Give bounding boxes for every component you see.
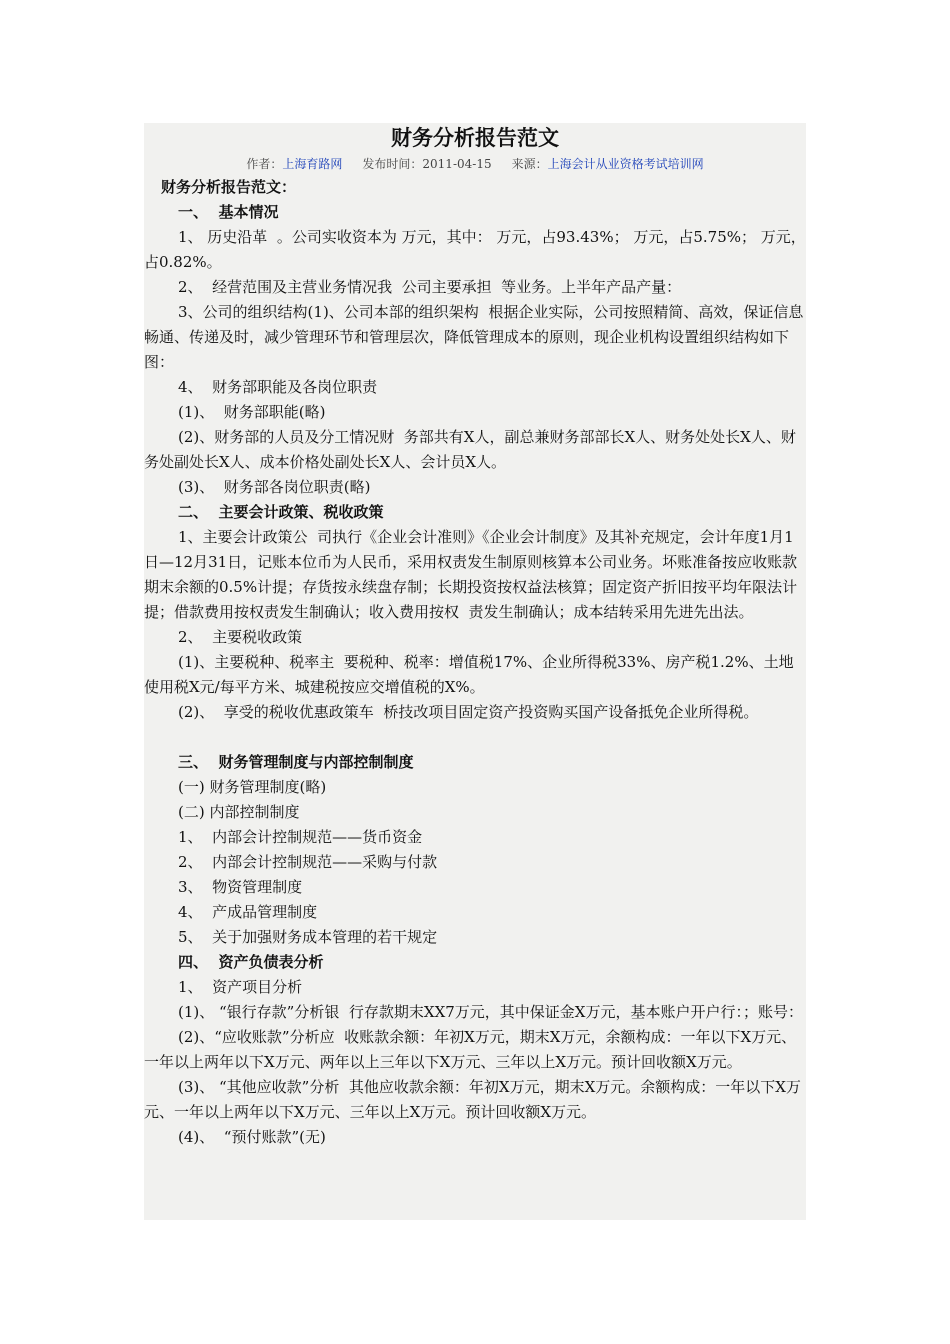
page-title: 财务分析报告范文 (391, 125, 559, 150)
paragraph: 2、 经营范围及主营业务情况我 公司主要承担 等业务。上半年产品产量： (178, 278, 682, 296)
section-heading-4: 四、 资产负债表分析 (178, 953, 324, 971)
paragraph: 2、 主要税收政策 (178, 628, 303, 646)
list-item: 2、 内部会计控制规范——采购与付款 (178, 853, 438, 871)
paragraph: (2)、 享受的税收优惠政策车 桥技改项目固定资产投资购买国产设备抵免企业所得税。 (178, 703, 759, 721)
paragraph: (二) 内部控制制度 (178, 803, 300, 821)
list-item: 4、 产成品管理制度 (178, 903, 318, 921)
author-link[interactable]: 上海育路网 (282, 157, 343, 171)
paragraph: (1)、 财务部职能(略) (178, 403, 326, 421)
document-page (144, 123, 806, 1220)
list-item: 1、 内部会计控制规范——货币资金 (178, 828, 423, 846)
section-heading-1: 一、 基本情况 (178, 203, 279, 221)
article-meta (144, 153, 806, 175)
paragraph: (3)、 财务部各岗位职责(略) (178, 478, 371, 496)
paragraph: (2)、财务部的人员及分工情况财 务部共有X人，副总兼财务部部长X人、财务处处长X人、财务处副处长X人、成本价格处副处长X人、会计员X人。 (144, 428, 796, 471)
list-item: 5、 关于加强财务成本管理的若干规定 (178, 928, 438, 946)
paragraph: (3)、 “其他应收款”分析 其他应收款余额：年初X万元，期末X万元。余额构成：一年以下X万元、一年以上两年以下X万元、三年以上X万元。预计回收额X万元。 (144, 1078, 801, 1121)
paragraph: (1)、主要税种、税率主 要税种、税率：增值税17%、企业所得税33%、房产税1.2%、土地使用税X元/每平方米、城建税按应交增值税的X%。 (144, 653, 794, 696)
list-item: 3、 物资管理制度 (178, 878, 303, 896)
date-label: 发布时间： (362, 157, 423, 171)
paragraph: (1)、 “银行存款”分析银 行存款期末XX7万元，其中保证金X万元，基本账户开户行：；账号： (178, 1003, 803, 1021)
paragraph: 4、 财务部职能及各岗位职责 (178, 378, 378, 396)
section-heading-2: 二、 主要会计政策、税收政策 (178, 503, 384, 521)
publish-date: 2011-04-15 (422, 157, 492, 171)
paragraph: 1、主要会计政策公 司执行《企业会计准则》《企业会计制度》及其补充规定，会计年度1月1日—12月31日，记账本位币为人民币，采用权责发生制原则核算本公司业务。坏账准备按应收账款期末余额的0.5%计提；存货按永续盘存制；长期投资按权益法核算；固定资产折旧按平均年限法计提；借款费用按权责发生制确认；收入费用按权 责发生制确认；成本结转采用先进先出法。 (144, 528, 798, 621)
paragraph: 3、公司的组织结构(1)、公司本部的组织架构 根据企业实际，公司按照精简、高效，保证信息畅通、传递及时，减少管理环节和管理层次，降低管理成本的原则，现企业机构设置组织结构如下图： (144, 303, 804, 371)
paragraph: (一) 财务管理制度(略) (178, 778, 327, 796)
intro-heading: 财务分析报告范文： (161, 178, 297, 196)
source-label: 来源： (511, 157, 548, 171)
source-link[interactable]: 上海会计从业资格考试培训网 (547, 157, 704, 171)
section-heading-3: 三、 财务管理制度与内部控制制度 (178, 753, 414, 771)
paragraph: 1、 历史沿革 。公司实收资本为 万元，其中： 万元，占93.43%； 万元，占5.75%； 万元，占0.82%。 (144, 228, 806, 271)
spacer (144, 725, 806, 750)
author-label: 作者： (246, 157, 283, 171)
paragraph: (4)、 “预付账款”(无) (178, 1128, 326, 1146)
paragraph: 1、 资产项目分析 (178, 978, 303, 996)
paragraph: (2)、“应收账款”分析应 收账款余额：年初X万元，期末X万元，余额构成：一年以下X万元、一年以上两年以下X万元、两年以上三年以下X万元、三年以上X万元。预计回收额X万元。 (144, 1028, 797, 1071)
